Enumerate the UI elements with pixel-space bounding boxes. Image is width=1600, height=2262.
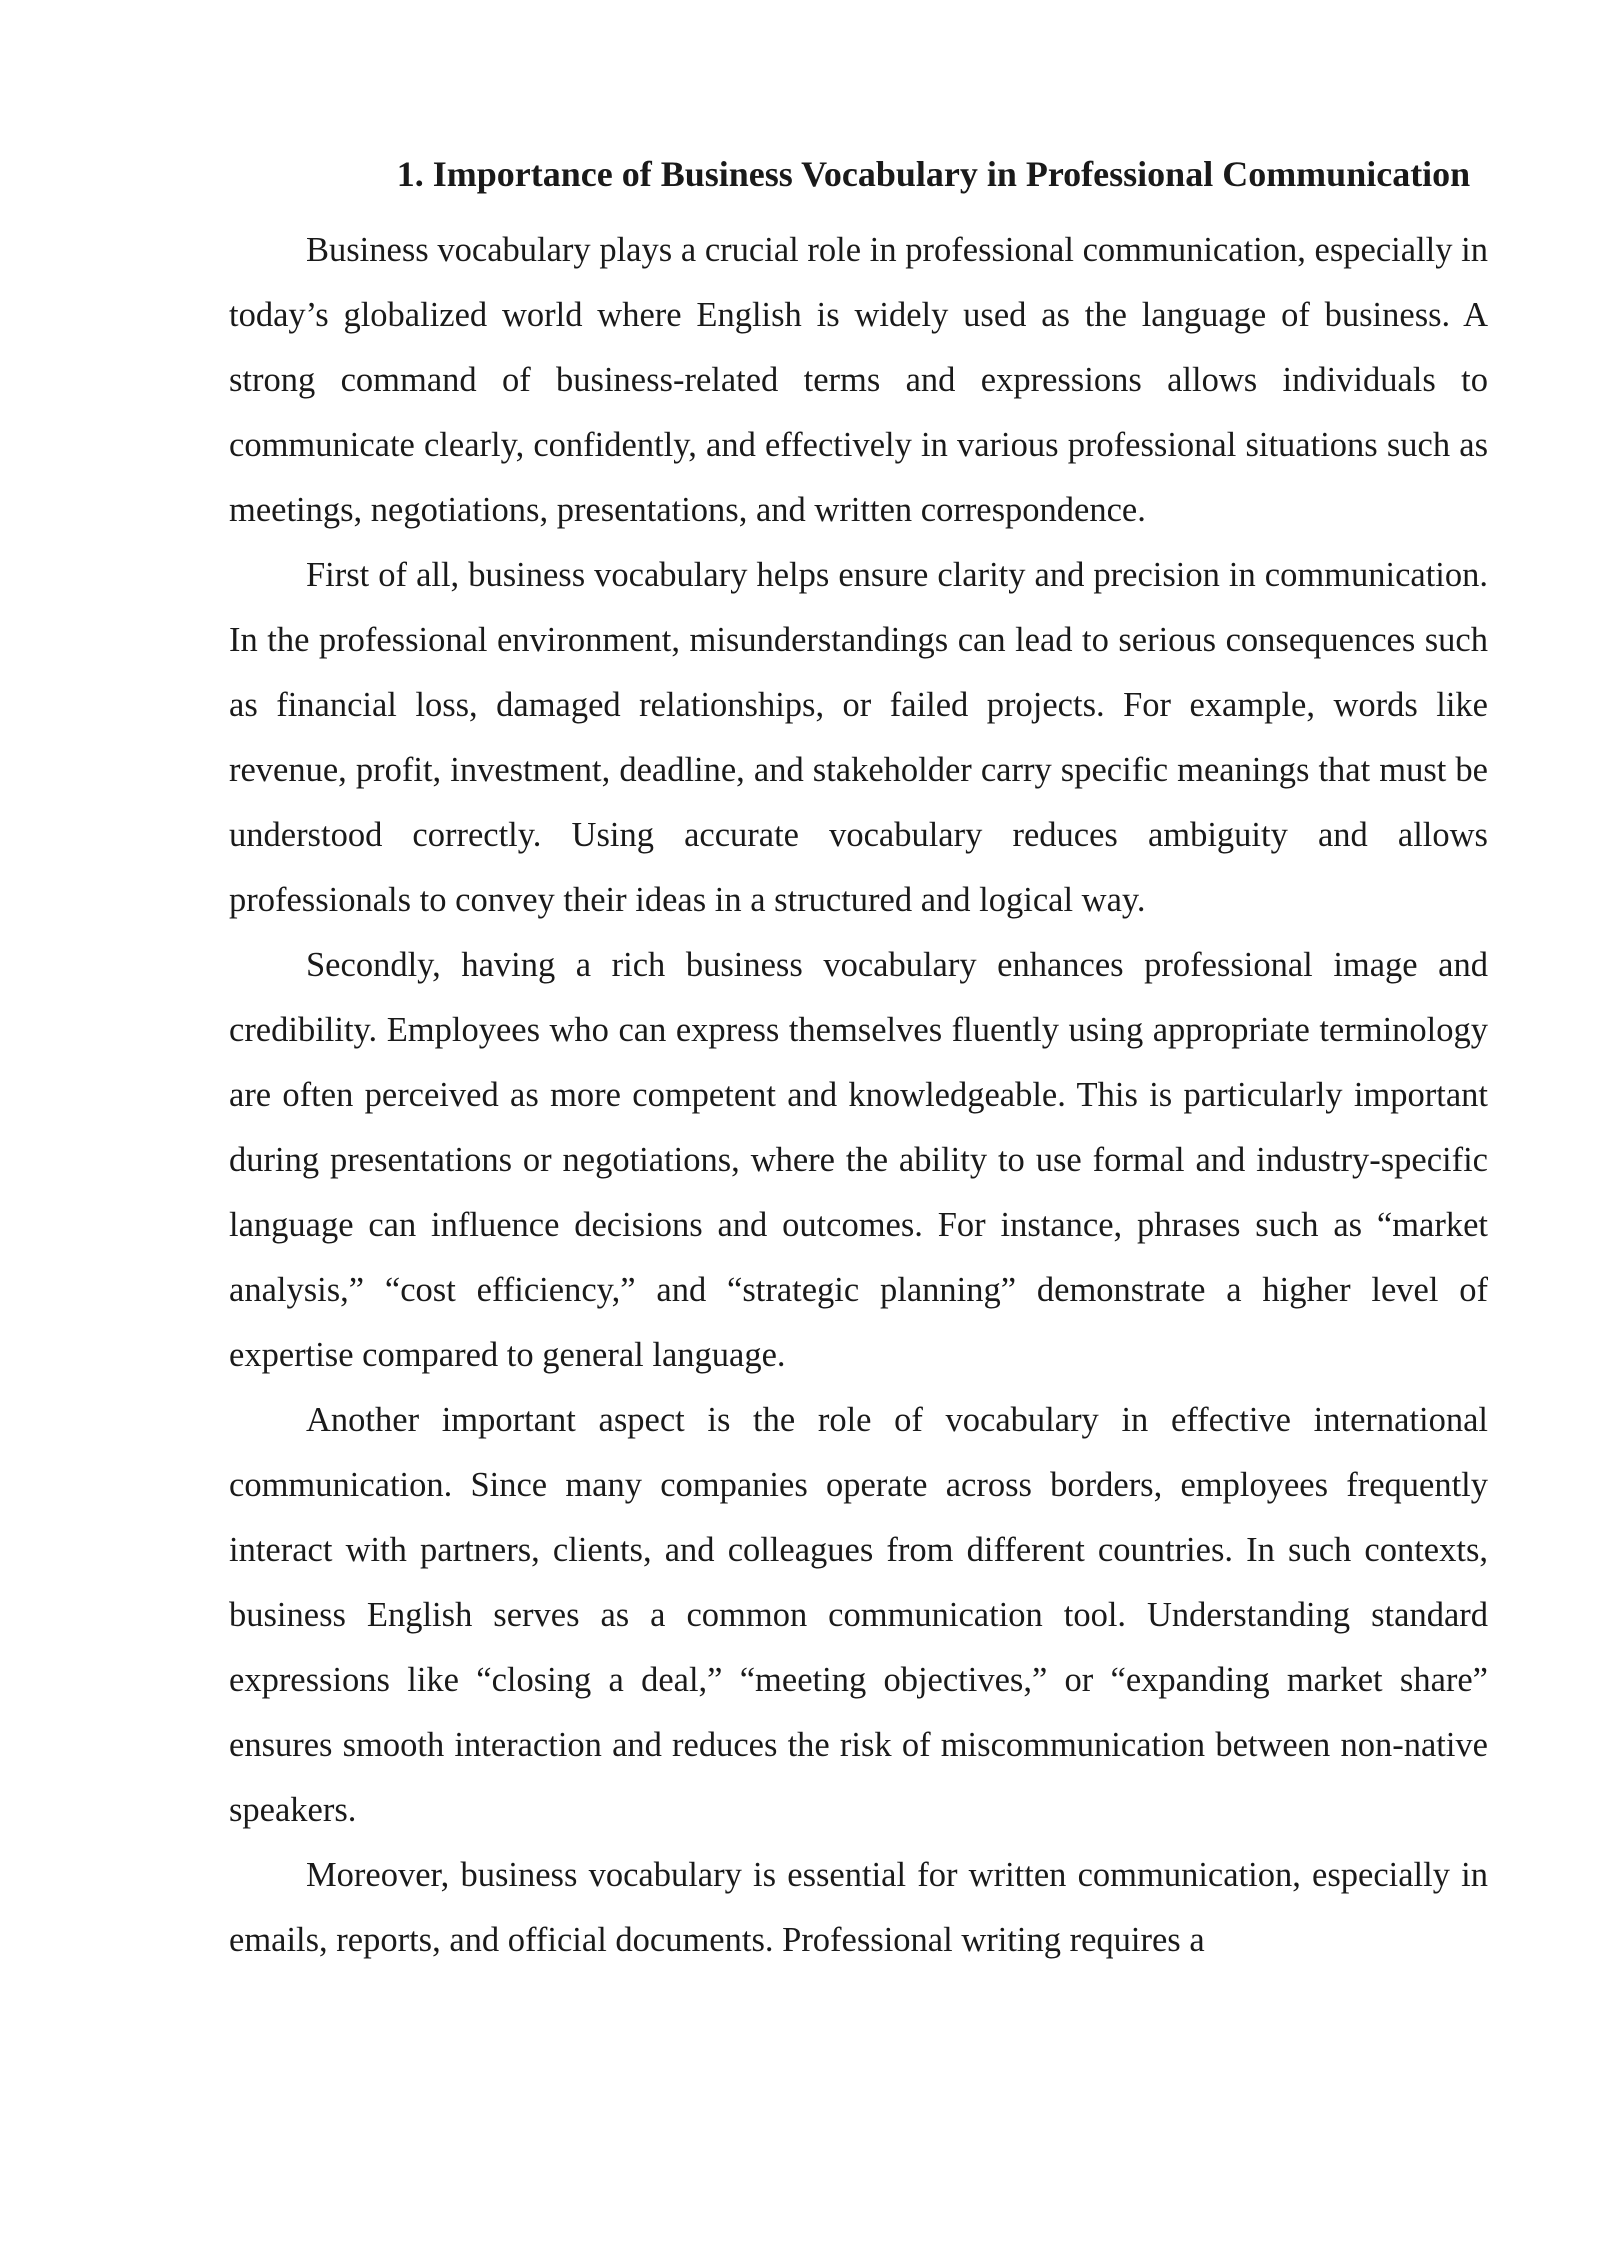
paragraph-written: Moreover, business vocabulary is essential for written communication, especially in emails, reports, and official documents. Professional writing requires a xyxy=(229,1856,1488,1959)
paragraph-credibility: Secondly, having a rich business vocabulary enhances professional image and credibility. Employees who can express themselves fluently using appropriate terminology are often perceived as more competent and knowledgeable. This is particularly important during presentations or negotiations, where the ability to use formal and industry-specific language can influence decisions and outcomes. For instance, phrases such as “market analysis,” “cost efficiency,” and “strategic planning” demonstrate a higher level of expertise compared to general language. xyxy=(229,946,1488,1374)
paragraph-clarity: First of all, business vocabulary helps ensure clarity and precision in communication. In the professional environment, misunderstandings can lead to serious consequences such as financial loss, damaged relationships, or failed projects. For example, words like revenue, profit, investment, deadline, and stakeholder carry specific meanings that must be understood correctly. Using accurate vocabulary reduces ambiguity and allows professionals to convey their ideas in a structured and logical way. xyxy=(229,556,1488,919)
paragraph-intro: Business vocabulary plays a crucial role in professional communication, especially in today’s globalized world where English is widely used as the language of business. A strong command of business-related terms and expressions allows individuals to communicate clearly, confidently, and effectively in various professional situations such as meetings, negotiations, presentations, and written correspondence. xyxy=(229,231,1488,529)
section-heading: 1. Importance of Business Vocabulary in Professional Communication xyxy=(396,154,1471,194)
paragraph-international: Another important aspect is the role of vocabulary in effective international communication. Since many companies operate across borders, employees frequently interact with partners, clients, and colleagues from different countries. In such contexts, business English serves as a common communication tool. Understanding standard expressions like “closing a deal,” “meeting objectives,” or “expanding market share” ensures smooth interaction and reduces the risk of miscommunication between non-native speakers. xyxy=(229,1401,1488,1829)
document-body xyxy=(229,148,1488,1973)
